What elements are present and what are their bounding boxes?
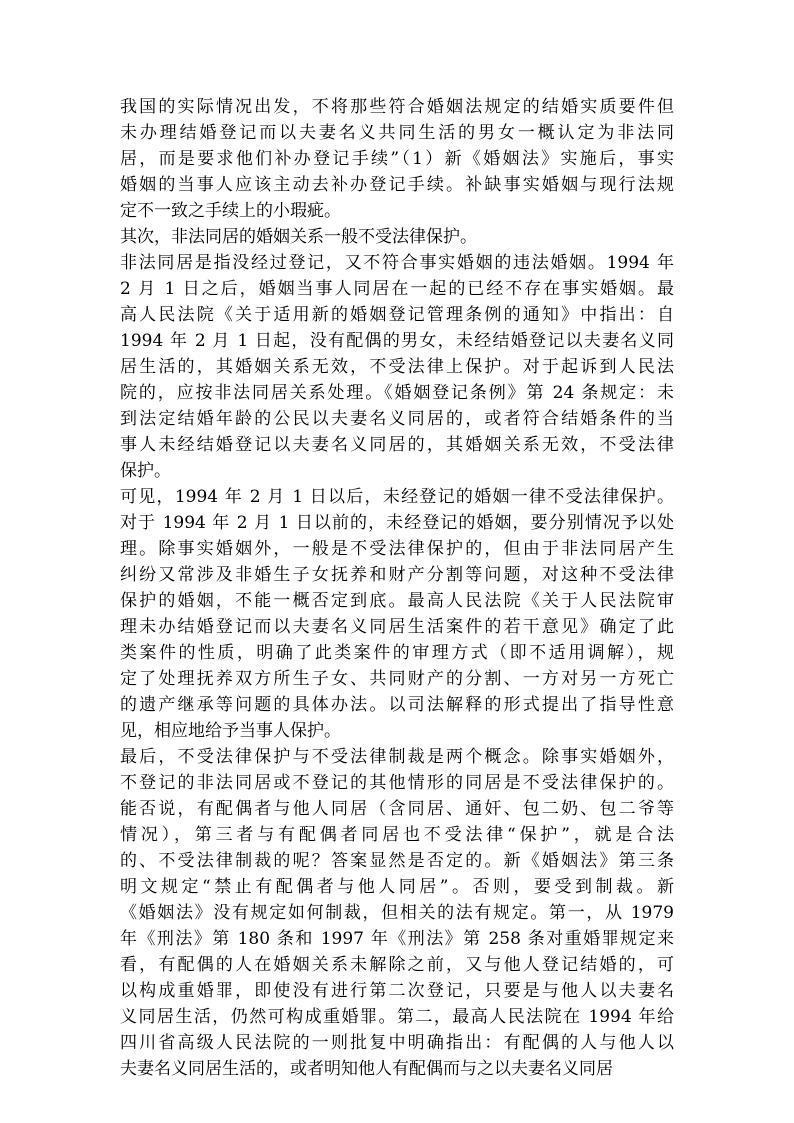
paragraph [120,224,674,250]
text-line: 年《刑法》第 180 条和 1997 年《刑法》第 258 条对重婚罪规定来 [120,929,674,949]
text-line: 定不一致之手续上的小瑕疵。 [120,201,341,221]
text-line: 定了处理抚养双方所生子女、共同财产的分割、一方对另一方死亡 [120,669,674,689]
text-line: 见，相应地给予当事人保护。 [120,721,341,741]
text-line: 能否说，有配偶者与他人同居（含同居、通奸、包二奶、包二爷等 [120,799,674,819]
text-line: 的、不受法律制裁的呢？答案显然是否定的。新《婚姻法》第三条 [120,851,674,871]
text-line: 纠纷又常涉及非婚生子女抚养和财产分割等问题，对这种不受法律 [120,565,674,585]
paragraph [120,250,674,484]
text-line: 对于 1994 年 2 月 1 日以前的，未经登记的婚姻，要分别情况予以处 [120,513,674,533]
text-line: 最后，不受法律保护与不受法律制裁是两个概念。除事实婚姻外， [120,747,674,767]
text-line: 以构成重婚罪，即使没有进行第二次登记，只要是与他人以夫妻名 [120,981,674,1001]
text-line: 居，而是要求他们补办登记手续”（1）新《婚姻法》实施后，事实 [120,149,674,169]
text-line: 明文规定“禁止有配偶者与他人同居”。否则，要受到制裁。新 [120,877,674,897]
text-line: 事人未经结婚登记以夫妻名义同居的，其婚姻关系无效，不受法律 [120,435,674,455]
paragraph [120,744,674,1082]
text-line: 理未办结婚登记而以夫妻名义同居生活案件的若干意见》确定了此 [120,617,674,637]
body-text [120,94,674,1082]
text-line: 居生活的，其婚姻关系无效，不受法律上保护。对于起诉到人民法 [120,357,674,377]
text-line: 夫妻名义同居生活的，或者明知他人有配偶而与之以夫妻名义同居 [120,1059,613,1079]
text-line: 义同居生活，仍然可构成重婚罪。第二，最高人民法院在 1994 年给 [120,1007,674,1027]
text-line: 保护。 [120,461,171,481]
text-line: 院的，应按非法同居关系处理。《婚姻登记条例》第 24 条规定：未 [120,383,674,403]
text-line: 到法定结婚年龄的公民以夫妻名义同居的，或者符合结婚条件的当 [120,409,674,429]
text-line: 类案件的性质，明确了此类案件的审理方式（即不适用调解），规 [120,643,674,663]
text-line: 非法同居是指没经过登记，又不符合事实婚姻的违法婚姻。1994 年 [120,253,674,273]
text-line: 婚姻的当事人应该主动去补办登记手续。补缺事实婚姻与现行法规 [120,175,674,195]
text-line: 其次，非法同居的婚姻关系一般不受法律保护。 [120,227,477,247]
text-line: 1994 年 2 月 1 日起，没有配偶的男女，未经结婚登记以夫妻名义同 [120,331,674,351]
text-line: 情况），第三者与有配偶者同居也不受法律“保护”，就是合法 [120,825,674,845]
paragraph [120,484,674,744]
text-line: 可见，1994 年 2 月 1 日以后，未经登记的婚姻一律不受法律保护。 [120,487,674,507]
text-line: 的遗产继承等问题的具体办法。以司法解释的形式提出了指导性意 [120,695,674,715]
text-line: 看，有配偶的人在婚姻关系未解除之前，又与他人登记结婚的，可 [120,955,674,975]
paragraph [120,94,674,224]
text-line: 我国的实际情况出发，不将那些符合婚姻法规定的结婚实质要件但 [120,97,674,117]
text-line: 未办理结婚登记而以夫妻名义共同生活的男女一概认定为非法同 [120,123,674,143]
text-line: 四川省高级人民法院的一则批复中明确指出：有配偶的人与他人以 [120,1033,674,1053]
text-line: 2 月 1 日之后，婚姻当事人同居在一起的已经不存在事实婚姻。最 [120,279,674,299]
text-line: 理。除事实婚姻外，一般是不受法律保护的，但由于非法同居产生 [120,539,674,559]
text-line: 《婚姻法》没有规定如何制裁，但相关的法有规定。第一，从 1979 [120,903,674,923]
text-line: 保护的婚姻，不能一概否定到底。最高人民法院《关于人民法院审 [120,591,674,611]
text-line: 不登记的非法同居或不登记的其他情形的同居是不受法律保护的。 [120,773,674,793]
text-line: 高人民法院《关于适用新的婚姻登记管理条例的通知》中指出：自 [120,305,674,325]
